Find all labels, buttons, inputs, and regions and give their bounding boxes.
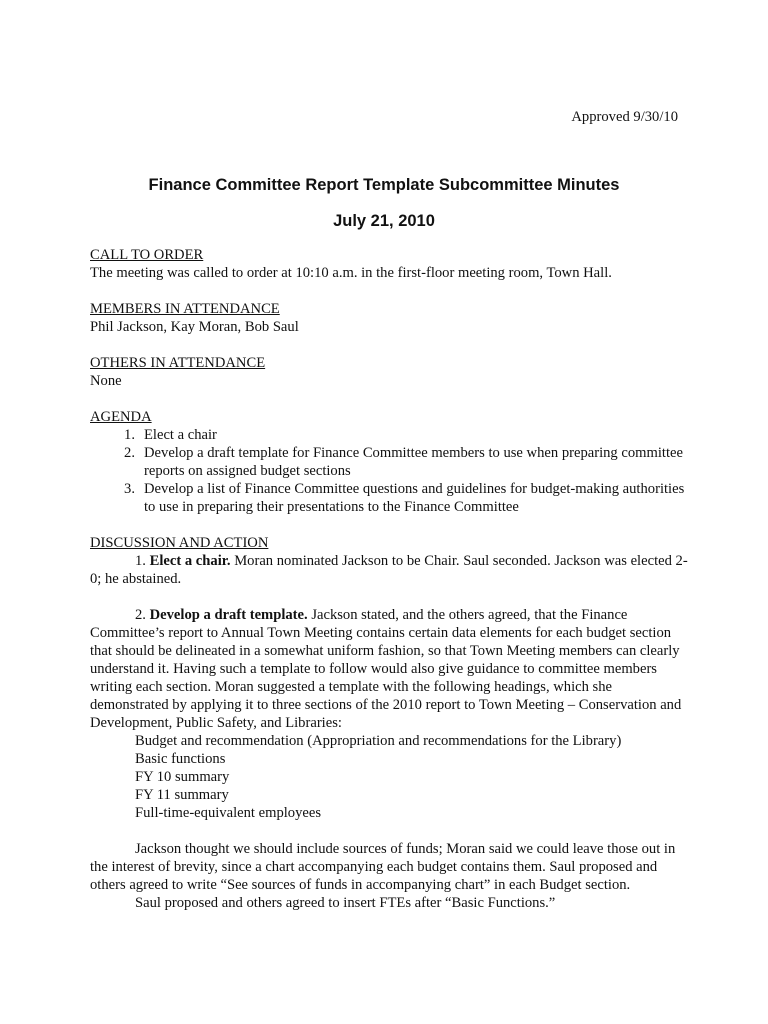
list-item: Budget and recommendation (Appropriation and recommendations for the Library) [135,733,622,749]
section-heading: AGENDA [90,409,152,425]
list-item: FY 10 summary [135,769,230,785]
section-heading: DISCUSSION AND ACTION [90,535,269,551]
discussion-paragraph: Jackson thought we should include sources of funds; Moran said we could leave those out in the interest of brevity, since a chart accompanying each budget contains them. Saul proposed and others agreed to write “See sources of funds in accompanying chart” in each Budget section. [90,841,676,893]
list-item-text: Develop a list of Finance Committee questions and guidelines for budget-making authorities to use in preparing their presentations to the Finance Committee [144,481,685,515]
list-item [90,480,688,516]
discussion-item-1 [90,552,688,588]
agenda-list [90,426,688,516]
list-item [90,444,688,480]
item-text: Jackson stated, and the others agreed, that the Finance Committee’s report to Annual Town Meeting contains certain data elements for each budget section that should be delineated in a somewhat uniform fashion, so that Town Meeting members can clearly understand it. Having such a template to follow would also give guidance to committee members writing each section. Moran suggested a template with the following headings, which she demonstrated by applying it to three sections of the 2010 report to Town Meeting – Conservation and Development, Public Safety, and Libraries: [90,607,682,731]
document-body [90,246,688,912]
section-text: None [90,373,122,389]
others-section [90,354,688,390]
list-item-number: 2. [124,445,135,461]
item-number: 1. [135,553,146,569]
template-headings-list [90,732,688,822]
discussion-paragraph: Saul proposed and others agreed to insert FTEs after “Basic Functions.” [135,895,556,911]
call-to-order-section [90,246,688,282]
discussion-item-2 [90,606,688,732]
list-item-text: Develop a draft template for Finance Committee members to use when preparing committee reports on assigned budget sections [144,445,683,479]
item-number: 2. [135,607,146,623]
section-heading: OTHERS IN ATTENDANCE [90,355,266,371]
list-item [90,426,688,444]
item-title: Elect a chair. [149,553,231,569]
list-item: FY 11 summary [135,787,229,803]
section-text: Phil Jackson, Kay Moran, Bob Saul [90,319,299,335]
approval-note: Approved 9/30/10 [571,109,678,125]
agenda-section [90,408,688,516]
list-item-text: Elect a chair [144,427,217,443]
item-title: Develop a draft template. [149,607,308,623]
section-text: The meeting was called to order at 10:10 a.m. in the first-floor meeting room, Town Hall. [90,265,612,281]
list-item: Full-time-equivalent employees [135,805,322,821]
list-item-number: 3. [124,481,135,497]
document-title: Finance Committee Report Template Subcommittee Minutes [148,176,620,194]
document-date: July 21, 2010 [333,212,435,230]
item-text: Moran nominated Jackson to be Chair. Saul seconded. Jackson was elected 2-0; he abstained. [90,553,688,587]
section-heading: MEMBERS IN ATTENDANCE [90,301,280,317]
list-item-number: 1. [124,427,135,443]
section-heading: CALL TO ORDER [90,247,204,263]
members-section [90,300,688,336]
discussion-section [90,534,688,912]
list-item: Basic functions [135,751,226,767]
